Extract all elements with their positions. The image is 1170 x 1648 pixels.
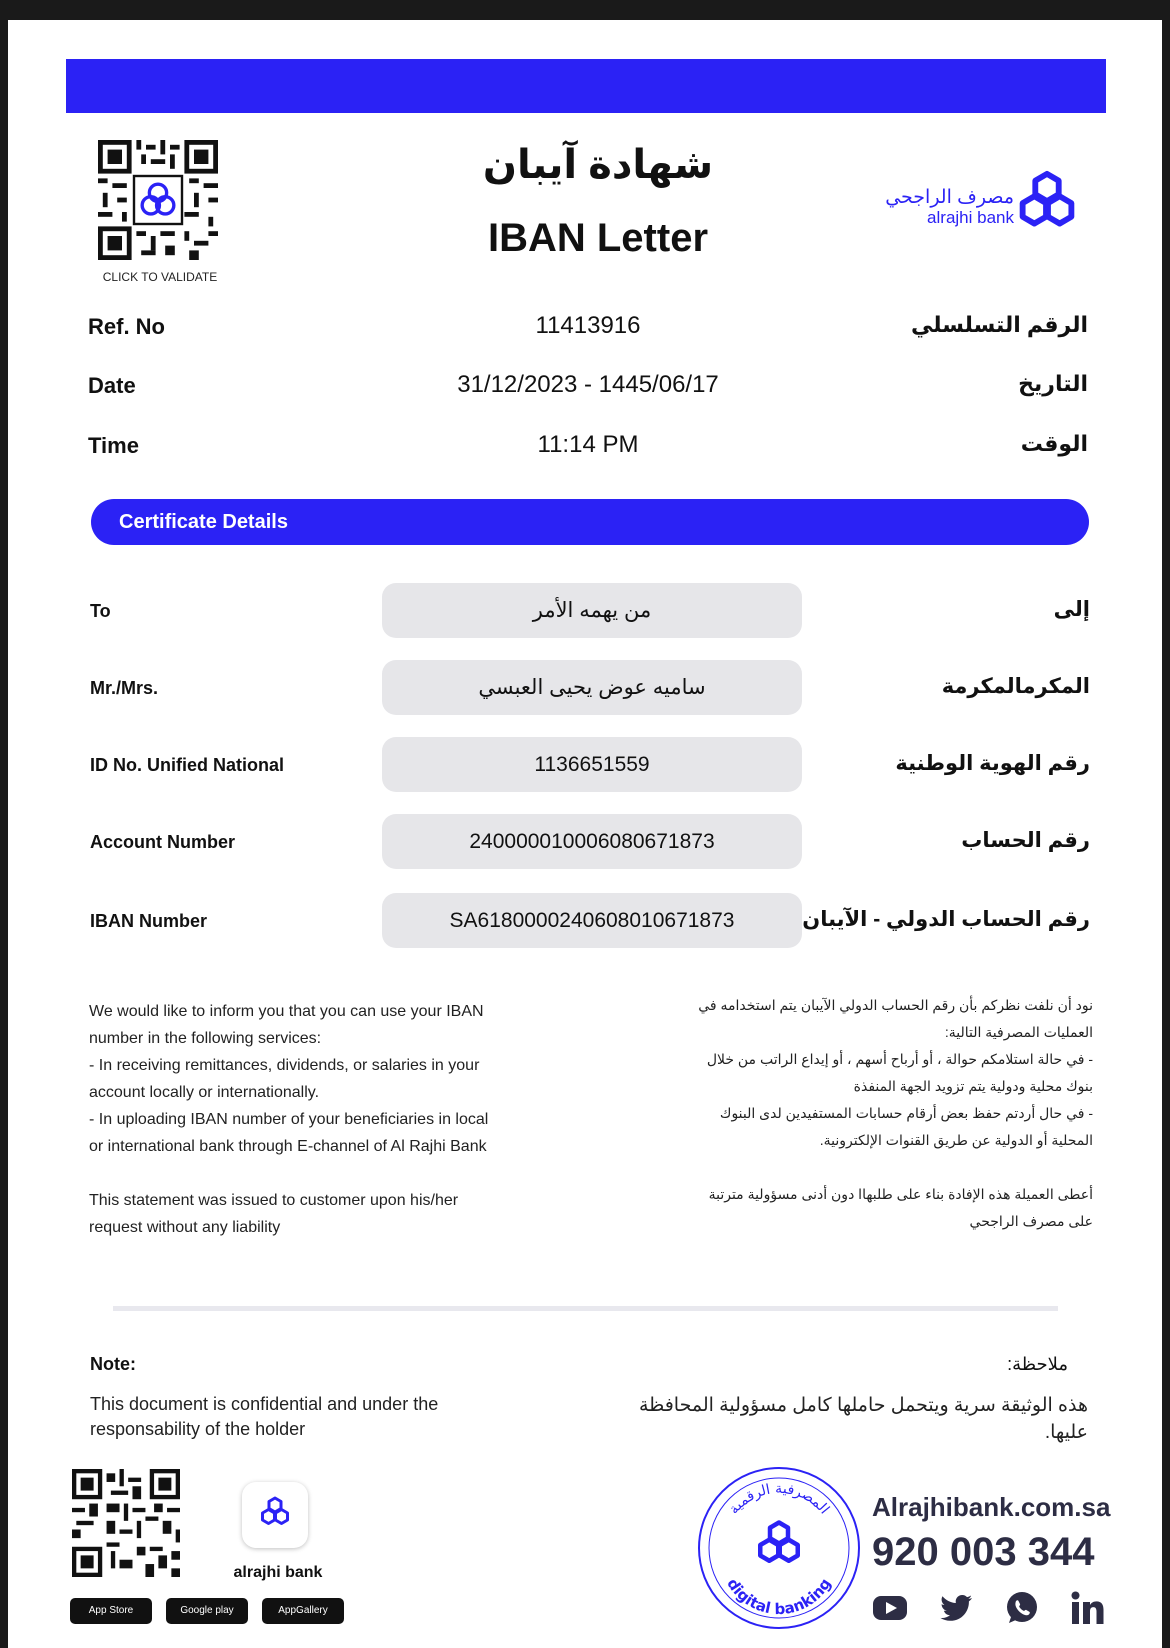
meta-row-time	[88, 425, 1088, 465]
info-line: - في حالة استلامكم حوالة ، أو أرباح أسهم ، أو إيداع الراتب من خلال	[706, 1051, 1093, 1067]
alrajhi-logo-icon	[255, 1495, 295, 1535]
alrajhi-logo-icon	[1008, 168, 1086, 246]
info-line: العمليات المصرفية التالية:	[944, 1024, 1093, 1040]
page-title: IBAN Letter	[487, 216, 709, 260]
meta-value: 11413916	[535, 312, 641, 339]
info-paragraph-arabic	[648, 992, 1093, 1235]
meta-value: 31/12/2023 - 1445/06/17	[457, 371, 719, 398]
qr-caption: CLICK TO VALIDATE	[102, 270, 218, 284]
meta-row-date	[88, 365, 1088, 405]
app-icon[interactable]	[242, 1482, 308, 1548]
detail-value-field: ساميه عوض يحيى العبسي	[382, 660, 802, 715]
detail-row-account	[90, 814, 1090, 870]
detail-row-to	[90, 583, 1090, 639]
phone-number[interactable]: 920 003 344	[872, 1530, 1095, 1574]
statement-line: على مصرف الراجحي	[969, 1213, 1093, 1229]
meta-value: 11:14 PM	[537, 431, 639, 458]
youtube-icon[interactable]	[870, 1588, 910, 1628]
detail-label-arabic: رقم الحساب الدولي - الآيبان	[802, 908, 1090, 931]
detail-label: Mr./Mrs.	[90, 678, 159, 698]
meta-label-arabic: الرقم التسلسلي	[910, 312, 1088, 337]
detail-value-field: 1136651559	[382, 737, 802, 792]
meta-label-arabic: التاريخ	[1018, 371, 1088, 396]
detail-value-field: SA6180000240608010671873	[382, 893, 802, 948]
note-label-arabic: ملاحظة:	[1007, 1354, 1068, 1374]
detail-label-arabic: رقم الحساب	[961, 829, 1090, 852]
note-body-arabic: هذه الوثيقة سرية ويتحمل حاملها كامل مسؤولية المحافظة عليها.	[638, 1395, 1088, 1443]
iban-letter-page	[8, 20, 1162, 1648]
info-line: - In uploading IBAN number of your beneficiaries in local	[89, 1111, 489, 1128]
statement-line: أعطى العميلة هذه الإفادة بناء على طلبهاا دون أدنى مسؤولية مترتبة	[708, 1186, 1093, 1202]
detail-value-field: 240000010006080671873	[382, 814, 802, 869]
meta-label: Time	[88, 433, 139, 458]
certificate-details-banner	[91, 499, 1089, 545]
detail-label: To	[90, 601, 111, 621]
digital-banking-seal	[696, 1465, 862, 1631]
info-line: - في حال أردتم حفظ بعض أرقام حسابات المستفيدين لدى البنوك	[719, 1105, 1093, 1121]
section-divider	[113, 1306, 1058, 1311]
detail-row-iban	[90, 893, 1090, 949]
info-paragraph-english	[89, 998, 519, 1241]
info-line: account locally or internationally.	[89, 1084, 320, 1101]
detail-label: IBAN Number	[90, 911, 208, 931]
app-download-qr-code[interactable]	[72, 1469, 180, 1577]
twitter-icon[interactable]	[936, 1588, 976, 1628]
app-gallery-badge[interactable]: AppGallery	[262, 1598, 344, 1624]
statement-line: request without any liability	[89, 1219, 281, 1236]
seal-text-bottom: digital banking	[723, 1575, 835, 1619]
top-banner	[66, 59, 1106, 113]
seal-text-top: المصرفية الرقمية	[725, 1480, 833, 1518]
note-body: This document is confidential and under the responsability of the holder	[90, 1394, 439, 1439]
info-line: We would like to inform you that you can use your IBAN	[89, 1003, 484, 1020]
detail-label: ID No. Unified National	[90, 755, 285, 775]
detail-label-arabic: رقم الهوية الوطنية	[895, 752, 1090, 775]
bank-name-arabic: مصرف الراجحي	[885, 187, 1014, 208]
info-line: number in the following services:	[89, 1030, 322, 1047]
statement-line: This statement was issued to customer upon his/her	[89, 1192, 459, 1209]
detail-label-arabic: إلى	[1053, 598, 1090, 621]
meta-label: Ref. No	[88, 314, 165, 339]
info-line: - In receiving remittances, dividends, or salaries in your	[89, 1057, 480, 1074]
google-play-badge[interactable]: Google play	[166, 1598, 248, 1624]
app-name: alrajhi bank	[233, 1564, 323, 1581]
linkedin-icon[interactable]	[1068, 1588, 1108, 1628]
info-line: بنوك محلية ودولية يتم تزويد الجهة المنفذة	[853, 1078, 1093, 1094]
detail-row-name	[90, 660, 1090, 716]
whatsapp-icon[interactable]	[1002, 1588, 1042, 1628]
meta-row-ref	[88, 306, 1088, 346]
meta-label-arabic: الوقت	[1020, 431, 1088, 456]
page-title-arabic: شهادة آيبان	[482, 143, 714, 187]
detail-label-arabic: المكرمالمكرمة	[941, 675, 1090, 698]
meta-label: Date	[88, 373, 136, 398]
section-heading: Certificate Details	[119, 511, 288, 533]
info-line: or international bank through E-channel of Al Rajhi Bank	[89, 1138, 487, 1155]
validation-qr-code[interactable]	[98, 140, 218, 260]
note-label: Note:	[90, 1354, 136, 1374]
info-line: نود أن نلفت نظركم بأن رقم الحساب الدولي الآيبان يتم استخدامه في	[698, 997, 1093, 1013]
detail-row-id	[90, 737, 1090, 793]
detail-label: Account Number	[90, 832, 236, 852]
bank-name: alrajhi bank	[927, 208, 1014, 227]
info-line: المحلية أو الدولية عن طريق القنوات الإلكترونية.	[819, 1132, 1093, 1148]
app-store-badge[interactable]: App Store	[70, 1598, 152, 1624]
detail-value-field: من يهمه الأمر	[382, 583, 802, 638]
website-link[interactable]: Alrajhibank.com.sa	[872, 1492, 1111, 1522]
